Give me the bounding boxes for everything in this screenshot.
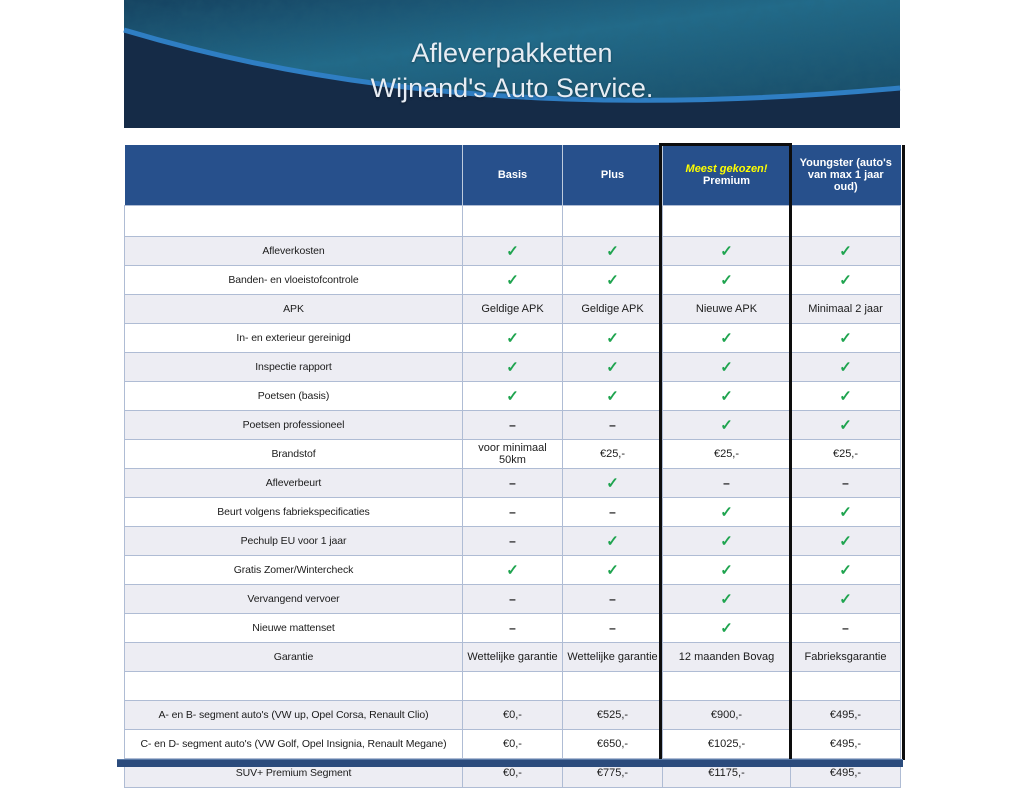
check-icon: ✓: [606, 242, 619, 260]
dash-icon: –: [609, 591, 616, 606]
table-row: [125, 730, 901, 759]
check-icon: ✓: [720, 242, 733, 260]
check-icon: ✓: [506, 561, 519, 579]
table-cell: Wettelijke garantie: [563, 643, 663, 672]
dash-icon: –: [609, 620, 616, 635]
dash-icon: –: [509, 504, 516, 519]
table-cell: [663, 614, 791, 643]
check-icon: ✓: [606, 387, 619, 405]
check-icon: ✓: [839, 329, 852, 347]
table-cell: [791, 353, 901, 382]
check-icon: ✓: [839, 416, 852, 434]
check-icon: ✓: [720, 416, 733, 434]
table-cell: [463, 206, 563, 237]
table-cell: [791, 585, 901, 614]
table-cell: Geldige APK: [563, 295, 663, 324]
table-cell: [563, 206, 663, 237]
row-label: Nieuwe mattenset: [125, 614, 463, 643]
check-icon: ✓: [839, 358, 852, 376]
table-cell: [663, 469, 791, 498]
table-cell: €775,-: [563, 759, 663, 788]
dash-icon: –: [842, 620, 849, 635]
table-cell: Geldige APK: [463, 295, 563, 324]
table-row: [125, 295, 901, 324]
table-row: [125, 614, 901, 643]
table-body: [125, 206, 901, 788]
table-row: [125, 206, 901, 237]
table-cell: [463, 614, 563, 643]
dash-icon: –: [509, 417, 516, 432]
check-icon: ✓: [606, 329, 619, 347]
table-cell: [663, 411, 791, 440]
check-icon: ✓: [839, 271, 852, 289]
table-cell: [663, 353, 791, 382]
table-cell: [463, 585, 563, 614]
table-cell: [463, 498, 563, 527]
row-label: Banden- en vloeistofcontrole: [125, 266, 463, 295]
table-cell: voor minimaal 50km: [463, 440, 563, 469]
table-cell: [663, 672, 791, 701]
row-label: Afleverkosten: [125, 237, 463, 266]
table-cell: [463, 527, 563, 556]
row-label: Brandstof: [125, 440, 463, 469]
table-cell: [791, 324, 901, 353]
table-header: [125, 145, 901, 206]
table-cell: [791, 206, 901, 237]
row-label: [125, 206, 463, 237]
table-row: [125, 411, 901, 440]
table-row: [125, 527, 901, 556]
dash-icon: –: [509, 475, 516, 490]
row-label: In- en exterieur gereinigd: [125, 324, 463, 353]
table-cell: [463, 382, 563, 411]
row-label: Poetsen professioneel: [125, 411, 463, 440]
banner-title-line1: Afleverpakketten: [411, 38, 613, 68]
table-row: [125, 585, 901, 614]
check-icon: ✓: [720, 532, 733, 550]
row-label: Beurt volgens fabriekspecificaties: [125, 498, 463, 527]
table-cell: €0,-: [463, 759, 563, 788]
table-cell: [463, 237, 563, 266]
table-row: [125, 498, 901, 527]
check-icon: ✓: [839, 561, 852, 579]
table-row: [125, 382, 901, 411]
table-cell: [563, 266, 663, 295]
column-header-basis: Basis: [463, 145, 563, 206]
check-icon: ✓: [720, 358, 733, 376]
table-cell: [663, 266, 791, 295]
check-icon: ✓: [606, 561, 619, 579]
table-cell: €900,-: [663, 701, 791, 730]
check-icon: ✓: [720, 590, 733, 608]
check-icon: ✓: [606, 474, 619, 492]
check-icon: ✓: [506, 329, 519, 347]
table-row: [125, 237, 901, 266]
table-cell: €25,-: [791, 440, 901, 469]
table-cell: Fabrieksgarantie: [791, 643, 901, 672]
table-cell: Minimaal 2 jaar: [791, 295, 901, 324]
table-right-border-line: [902, 145, 905, 760]
check-icon: ✓: [506, 387, 519, 405]
dash-icon: –: [509, 591, 516, 606]
table-row: [125, 672, 901, 701]
check-icon: ✓: [839, 590, 852, 608]
table-cell: Wettelijke garantie: [463, 643, 563, 672]
check-icon: ✓: [720, 329, 733, 347]
table-cell: [463, 469, 563, 498]
row-label: [125, 672, 463, 701]
table-cell: [663, 556, 791, 585]
check-icon: ✓: [720, 387, 733, 405]
check-icon: ✓: [839, 242, 852, 260]
table-cell: [791, 266, 901, 295]
table-cell: [563, 353, 663, 382]
table-cell: [563, 237, 663, 266]
banner-title-line2: Wijnand's Auto Service.: [370, 73, 654, 103]
table-cell: [563, 614, 663, 643]
table-cell: [791, 672, 901, 701]
dash-icon: –: [842, 475, 849, 490]
table-cell: €495,-: [791, 759, 901, 788]
table-cell: [563, 556, 663, 585]
row-label: A- en B- segment auto's (VW up, Opel Corsa, Renault Clio): [125, 701, 463, 730]
dash-icon: –: [609, 504, 616, 519]
table-cell: [791, 556, 901, 585]
check-icon: ✓: [506, 242, 519, 260]
row-label: Afleverbeurt: [125, 469, 463, 498]
column-header-empty: [125, 145, 463, 206]
table-cell: [563, 672, 663, 701]
row-label: SUV+ Premium Segment: [125, 759, 463, 788]
dash-icon: –: [509, 533, 516, 548]
table-cell: [563, 469, 663, 498]
table-row: [125, 266, 901, 295]
table-cell: [791, 382, 901, 411]
row-label: Pechulp EU voor 1 jaar: [125, 527, 463, 556]
table-cell: [563, 527, 663, 556]
banner-title: [124, 0, 900, 128]
table-cell: €0,-: [463, 730, 563, 759]
dash-icon: –: [723, 475, 730, 490]
table-row: [125, 643, 901, 672]
table-cell: [791, 498, 901, 527]
table-cell: Nieuwe APK: [663, 295, 791, 324]
table-cell: [563, 324, 663, 353]
table-cell: [463, 266, 563, 295]
table-cell: €0,-: [463, 701, 563, 730]
check-icon: ✓: [720, 619, 733, 637]
table-cell: [463, 324, 563, 353]
check-icon: ✓: [720, 503, 733, 521]
premium-label: Premium: [702, 175, 751, 187]
table-cell: [791, 237, 901, 266]
package-comparison-table: [124, 145, 901, 788]
table-cell: €525,-: [563, 701, 663, 730]
table-cell: [791, 469, 901, 498]
row-label: C- en D- segment auto's (VW Golf, Opel Insignia, Renault Megane): [125, 730, 463, 759]
row-label: Inspectie rapport: [125, 353, 463, 382]
bottom-accent-bar: [117, 759, 903, 767]
dash-icon: –: [609, 417, 616, 432]
table-row: [125, 353, 901, 382]
row-label: APK: [125, 295, 463, 324]
table-cell: €650,-: [563, 730, 663, 759]
table-cell: [463, 353, 563, 382]
column-header-plus: Plus: [563, 145, 663, 206]
check-icon: ✓: [720, 271, 733, 289]
table-cell: [463, 411, 563, 440]
check-icon: ✓: [606, 532, 619, 550]
row-label: Garantie: [125, 643, 463, 672]
table-row: [125, 440, 901, 469]
check-icon: ✓: [839, 387, 852, 405]
banner: [124, 0, 900, 128]
header-row: [125, 145, 901, 206]
table-row: [125, 701, 901, 730]
check-icon: ✓: [506, 358, 519, 376]
check-icon: ✓: [506, 271, 519, 289]
check-icon: ✓: [839, 503, 852, 521]
table-cell: €1175,-: [663, 759, 791, 788]
table-cell: [663, 237, 791, 266]
check-icon: ✓: [839, 532, 852, 550]
table-cell: [663, 324, 791, 353]
table-cell: [791, 411, 901, 440]
table-cell: [791, 527, 901, 556]
row-label: Poetsen (basis): [125, 382, 463, 411]
table-cell: [563, 382, 663, 411]
table-cell: €25,-: [663, 440, 791, 469]
dash-icon: –: [509, 620, 516, 635]
table-cell: [663, 382, 791, 411]
check-icon: ✓: [606, 271, 619, 289]
table-cell: [663, 498, 791, 527]
check-icon: ✓: [606, 358, 619, 376]
table-cell: [663, 585, 791, 614]
table-cell: €495,-: [791, 730, 901, 759]
table-cell: [791, 614, 901, 643]
table-cell: €1025,-: [663, 730, 791, 759]
table-cell: [663, 527, 791, 556]
row-label: Gratis Zomer/Wintercheck: [125, 556, 463, 585]
table-row: [125, 324, 901, 353]
table-cell: 12 maanden Bovag: [663, 643, 791, 672]
premium-badge: Meest gekozen!: [685, 163, 768, 175]
row-label: Vervangend vervoer: [125, 585, 463, 614]
table-cell: €25,-: [563, 440, 663, 469]
table-cell: [463, 556, 563, 585]
table-row: [125, 469, 901, 498]
column-header-youngster: Youngster (auto's van max 1 jaar oud): [791, 145, 901, 206]
table-row: [125, 556, 901, 585]
table-cell: [563, 411, 663, 440]
column-header-premium: [663, 145, 791, 206]
table-cell: [563, 585, 663, 614]
check-icon: ✓: [720, 561, 733, 579]
table-cell: €495,-: [791, 701, 901, 730]
table-cell: [663, 206, 791, 237]
table-cell: [563, 498, 663, 527]
table-cell: [463, 672, 563, 701]
